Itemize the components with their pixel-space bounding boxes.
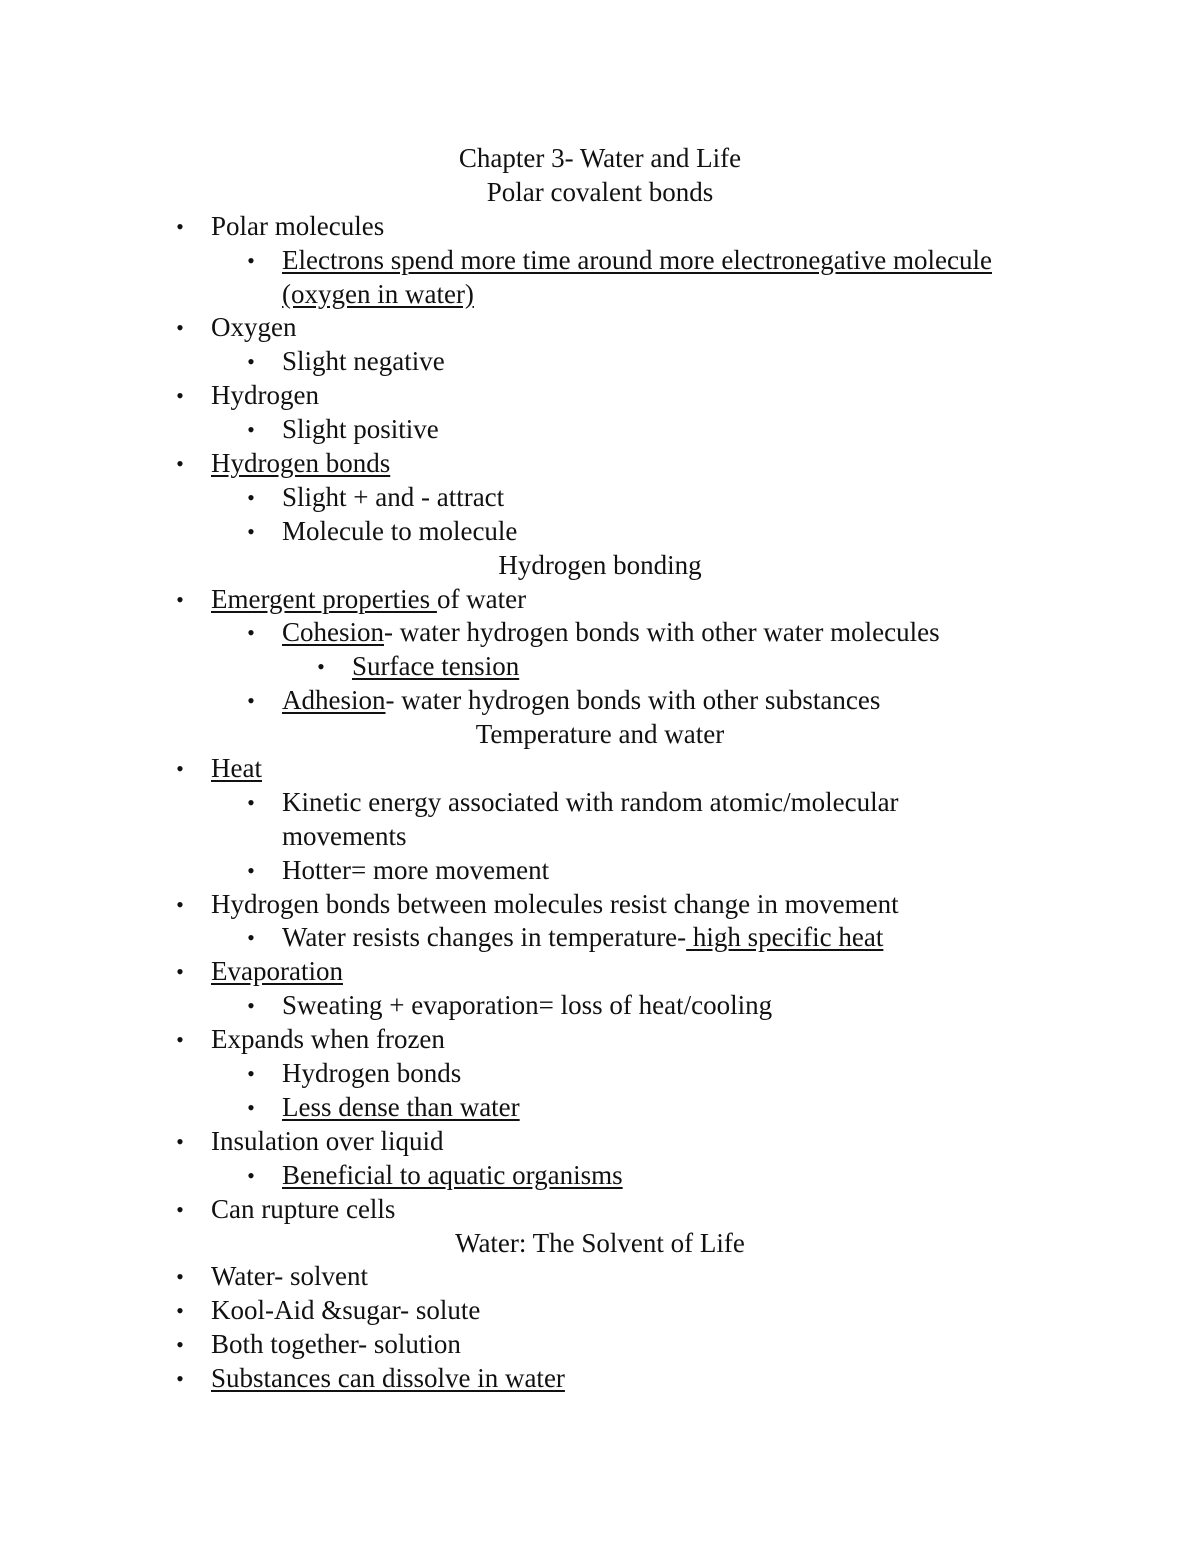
list-item-text: Kinetic energy associated with random atomic/molecular xyxy=(282,786,899,817)
list-item-text: Less dense than water xyxy=(282,1091,520,1122)
list-item xyxy=(0,1294,1200,1328)
list-item xyxy=(0,888,1200,922)
list-item-text xyxy=(282,921,883,955)
list-item-text: Hydrogen bonds xyxy=(211,448,391,479)
bullet-icon: • xyxy=(176,586,184,612)
list-item xyxy=(0,345,1200,379)
list-item xyxy=(0,1328,1200,1362)
bullet-icon: • xyxy=(247,688,255,714)
list-item xyxy=(0,786,1200,820)
list-item xyxy=(0,583,1200,617)
list-item-text: Evaporation xyxy=(211,956,343,987)
section-heading-hydrogen-bonding: Hydrogen bonding xyxy=(498,549,702,580)
bullet-icon: • xyxy=(247,620,255,646)
list-item xyxy=(0,616,1200,650)
list-item xyxy=(0,210,1200,244)
list-item-text: Heat xyxy=(211,753,262,784)
section-heading-temperature: Temperature and water xyxy=(475,719,725,750)
bullet-icon: • xyxy=(247,349,255,375)
list-item xyxy=(0,1260,1200,1294)
bullet-icon: • xyxy=(176,1298,184,1324)
page-title: Chapter 3- Water and Life xyxy=(458,143,742,173)
item-rest-text: - water hydrogen bonds with other substances xyxy=(385,685,881,716)
list-item-text: Slight + and - attract xyxy=(282,481,505,512)
list-item xyxy=(0,447,1200,481)
bullet-icon: • xyxy=(247,1094,255,1120)
list-item-text: (oxygen in water) xyxy=(282,278,474,309)
item-rest-text: - water hydrogen bonds with other water molecules xyxy=(384,617,940,648)
list-item xyxy=(0,921,1200,955)
bullet-icon: • xyxy=(247,925,255,951)
list-item xyxy=(0,1125,1200,1159)
list-item-text xyxy=(282,616,940,650)
section-heading-polar-covalent: Polar covalent bonds xyxy=(486,176,714,207)
underlined-term: Adhesion xyxy=(282,685,386,716)
list-item-text xyxy=(211,583,526,617)
list-item-text: Kool-Aid &sugar- solute xyxy=(211,1295,481,1326)
list-item-text: Hydrogen bonds xyxy=(282,1058,462,1089)
bullet-icon: • xyxy=(176,315,184,341)
list-item-text: Water- solvent xyxy=(211,1261,368,1292)
bullet-icon: • xyxy=(247,857,255,883)
list-item xyxy=(0,311,1200,345)
list-item-text xyxy=(282,684,880,718)
list-item xyxy=(0,244,1200,278)
bullet-icon: • xyxy=(176,1027,184,1053)
list-item-text: Slight positive xyxy=(282,414,439,445)
list-item-continuation xyxy=(0,820,1200,854)
list-item xyxy=(0,1057,1200,1091)
list-item-text: movements xyxy=(282,820,407,851)
list-item-text: Electrons spend more time around more electronegative molecule xyxy=(282,244,992,275)
bullet-icon: • xyxy=(176,1332,184,1358)
list-item xyxy=(0,989,1200,1023)
bullet-icon: • xyxy=(247,247,255,273)
item-rest-text: Water resists changes in temperature- xyxy=(282,922,687,953)
list-item-text: Both together- solution xyxy=(211,1329,461,1360)
bullet-icon: • xyxy=(176,383,184,409)
bullet-icon: • xyxy=(176,451,184,477)
bullet-icon: • xyxy=(176,959,184,985)
bullet-icon: • xyxy=(176,213,184,239)
bullet-icon: • xyxy=(176,1264,184,1290)
bullet-icon: • xyxy=(247,993,255,1019)
underlined-term: Cohesion xyxy=(282,617,385,648)
list-item-text: Substances can dissolve in water xyxy=(211,1363,565,1394)
list-item xyxy=(0,854,1200,888)
bullet-icon: • xyxy=(176,1196,184,1222)
list-item-text: Hydrogen bonds between molecules resist change in movement xyxy=(211,888,899,919)
list-item-text: Hydrogen xyxy=(211,380,319,411)
list-item xyxy=(0,1091,1200,1125)
list-item-text: Sweating + evaporation= loss of heat/cooling xyxy=(282,990,773,1021)
bullet-icon: • xyxy=(247,789,255,815)
bullet-icon: • xyxy=(176,1366,184,1392)
list-item xyxy=(0,1159,1200,1193)
list-item xyxy=(0,379,1200,413)
bullet-icon: • xyxy=(176,756,184,782)
section-heading-solvent: Water: The Solvent of Life xyxy=(455,1227,745,1258)
list-item-text: Oxygen xyxy=(211,312,297,343)
list-item-text: Hotter= more movement xyxy=(282,854,550,885)
list-item-text: Molecule to molecule xyxy=(282,515,518,546)
bullet-icon: • xyxy=(247,417,255,443)
list-item-text: Slight negative xyxy=(282,346,445,377)
list-item xyxy=(0,684,1200,718)
list-item-text: Insulation over liquid xyxy=(211,1125,444,1156)
list-item-text: Can rupture cells xyxy=(211,1193,396,1224)
bullet-icon: • xyxy=(317,654,325,680)
list-item xyxy=(0,1362,1200,1396)
list-item xyxy=(0,413,1200,447)
list-item xyxy=(0,515,1200,549)
bullet-icon: • xyxy=(247,484,255,510)
list-item xyxy=(0,955,1200,989)
bullet-icon: • xyxy=(176,891,184,917)
list-item xyxy=(0,752,1200,786)
item-rest-text: of water xyxy=(436,583,527,614)
list-item-text: Surface tension xyxy=(352,651,520,682)
list-item xyxy=(0,481,1200,515)
bullet-icon: • xyxy=(247,1162,255,1188)
list-item-continuation xyxy=(0,278,1200,312)
list-item xyxy=(0,1023,1200,1057)
bullet-icon: • xyxy=(247,1061,255,1087)
list-item-text: Polar molecules xyxy=(211,210,385,241)
list-item-text: Beneficial to aquatic organisms xyxy=(282,1159,623,1190)
list-item xyxy=(0,650,1200,684)
bullet-icon: • xyxy=(176,1128,184,1154)
bullet-icon: • xyxy=(247,518,255,544)
underlined-term: high specific heat xyxy=(686,922,884,953)
list-item xyxy=(0,1193,1200,1227)
list-item-text: Expands when frozen xyxy=(211,1024,445,1055)
document-page xyxy=(0,142,1200,1396)
underlined-term: Emergent properties xyxy=(211,583,437,614)
